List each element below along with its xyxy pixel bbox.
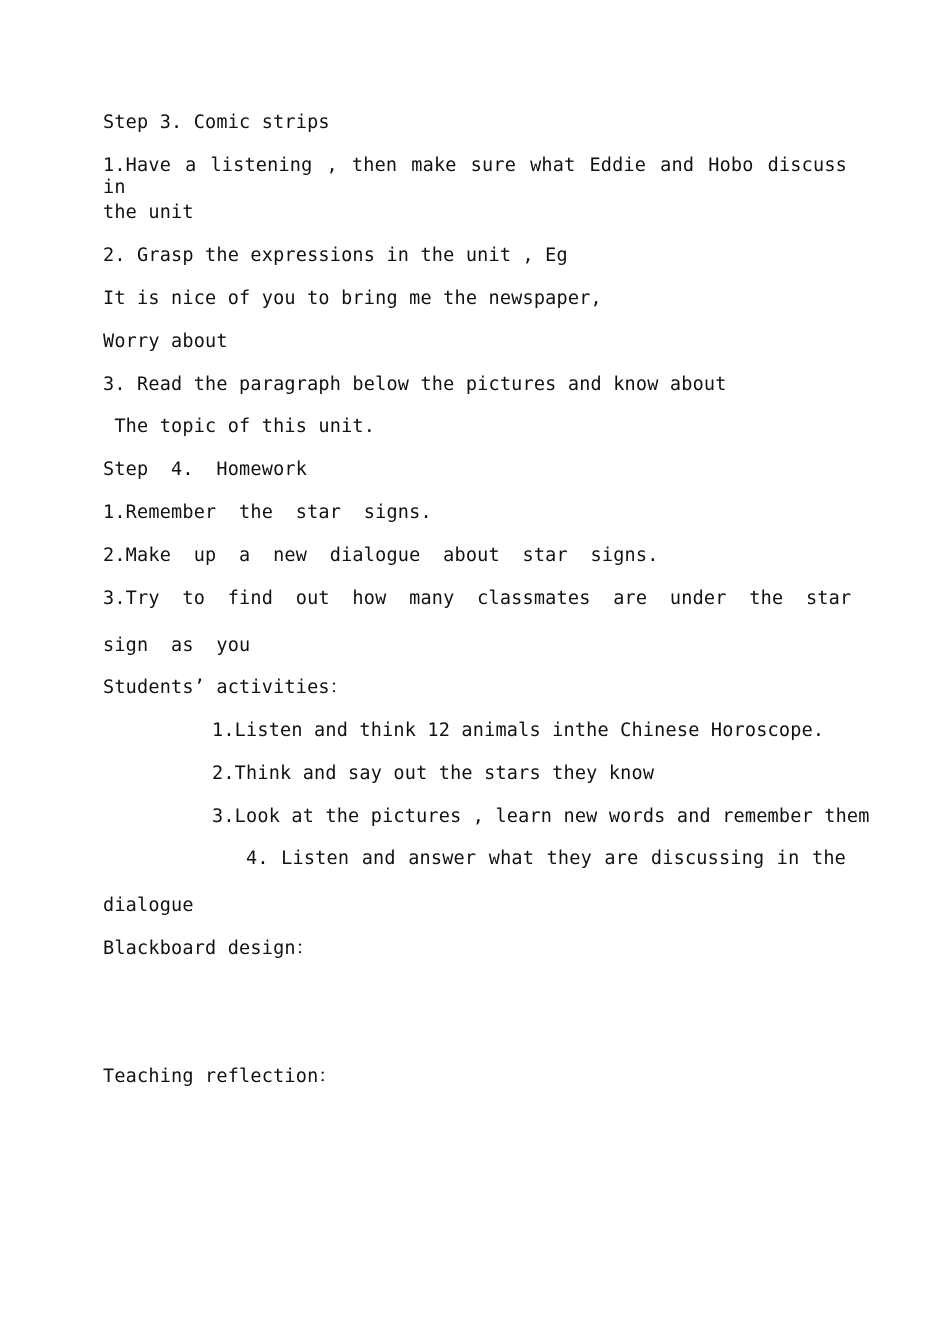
- homework-item1: 1.Remember the star signs.: [103, 502, 432, 523]
- activity-item4-line1: 4. Listen and answer what they are discussing in the: [246, 848, 846, 869]
- activity-item4-line2: dialogue: [103, 895, 194, 916]
- step3-item1-line1: 1.Have a listening , then make sure what Eddie and Hobo discuss in: [103, 155, 847, 198]
- step4-heading: Step 4. Homework: [103, 459, 308, 480]
- activity-item3: 3.Look at the pictures , learn new words and remember them: [212, 806, 870, 827]
- teaching-reflection-heading: Teaching reflection：: [103, 1066, 338, 1087]
- activity-item2: 2.Think and say out the stars they know: [212, 763, 655, 784]
- step3-example1: It is nice of you to bring me the newspaper,: [103, 288, 602, 309]
- students-activities-heading: Students’ activities：: [103, 677, 349, 698]
- step3-item3-line1: 3. Read the paragraph below the pictures and know about: [103, 374, 727, 395]
- blackboard-design-heading: Blackboard design：: [103, 938, 315, 959]
- homework-item2: 2.Make up a new dialogue about star signs.: [103, 545, 659, 566]
- step3-heading: Step 3. Comic strips: [103, 112, 330, 133]
- step3-item1-line2: the unit: [103, 202, 194, 223]
- step3-item2: 2. Grasp the expressions in the unit , Eg: [103, 245, 568, 266]
- activity-item1: 1.Listen and think 12 animals inthe Chinese Horoscope.: [212, 720, 825, 741]
- homework-item3-line1: 3.Try to find out how many classmates are under the star: [103, 588, 852, 609]
- homework-item3-line2: sign as you: [103, 635, 251, 656]
- step3-item3-line2: The topic of this unit.: [103, 416, 376, 437]
- step3-example2: Worry about: [103, 331, 228, 352]
